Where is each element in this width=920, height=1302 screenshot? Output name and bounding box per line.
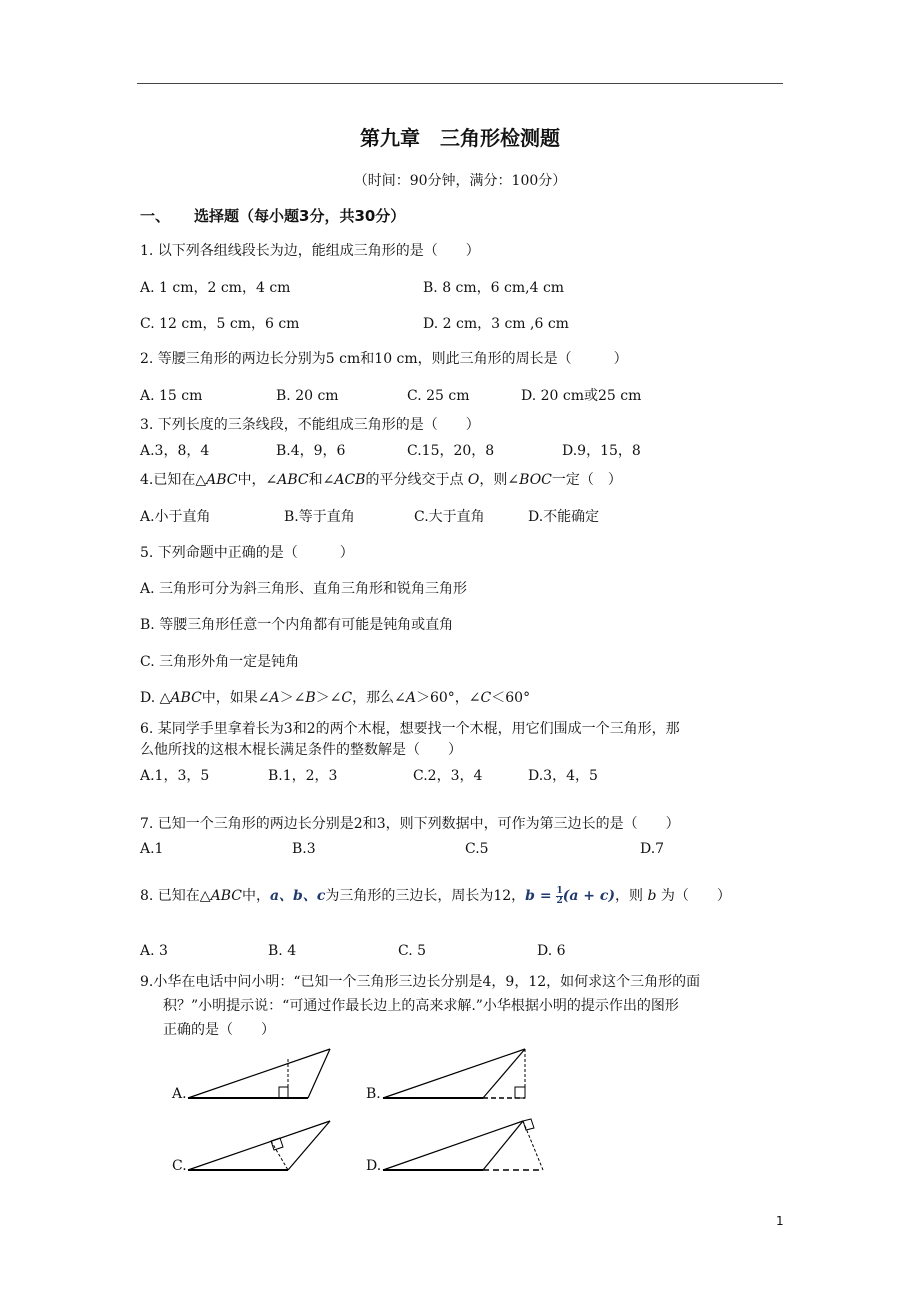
figure-a-triangle [180,1040,340,1106]
q5-option-c: C. 三角形外角一定是钝角 [140,654,300,670]
q2-stem: 2. 等腰三角形的两边长分别为5 cm和10 cm，则此三角形的周长是（ ） [140,351,628,367]
q7-option-c: C.5 [465,841,489,857]
q7-stem: 7. 已知一个三角形的两边长分别是2和3，则下列数据中，可作为第三边长的是（ ） [140,816,680,832]
q1-option-d: D. 2 cm，3 cm ,6 cm [423,316,569,332]
q9-stem-line1: 9.小华在电话中问小明：“已知一个三角形三边长分别是4，9，12，如何求这个三角形的面 [140,974,701,990]
q2-option-b: B. 20 cm [276,388,339,404]
q8-option-c: C. 5 [398,943,427,959]
figure-a-label: A. [172,1086,187,1102]
q6-option-c: C.2，3，4 [413,768,483,784]
q9-stem-line3: 正确的是（ ） [163,1022,275,1038]
q9-stem-line2: 积？”小明提示说：“可通过作最长边上的高来求解.”小华根据小明的提示作出的图形 [163,998,679,1014]
q5-stem: 5. 下列命题中正确的是（ ） [140,545,354,561]
q3-option-c: C.15，20，8 [407,443,495,459]
q4-option-a: A.小于直角 [140,509,211,525]
q2-option-c: C. 25 cm [407,388,470,404]
q1-option-b: B. 8 cm，6 cm,4 cm [423,280,565,296]
q5-option-b: B. 等腰三角形任意一个内角都有可能是钝角或直角 [140,617,454,633]
section-heading [140,205,405,226]
q8-stem: 8. 已知在△ABC中，a、b、c为三角形的三边长，周长为12，b = $\frac{1}{2}$ (a + c)，则 b 为（ ） [140,885,731,906]
figure-c-triangle [180,1113,340,1179]
q6-stem-line1: 6. 某同学手里拿着长为3和2的两个木棍，想要找一个木棍，用它们围成一个三角形，那 [140,721,680,737]
q8-option-d: D. 6 [537,943,566,959]
q2-option-d: D. 20 cm或25 cm [521,388,642,404]
q1-option-a: A. 1 cm，2 cm，4 cm [140,280,291,296]
q3-option-b: B.4，9，6 [276,443,346,459]
q6-option-d: D.3，4，5 [528,768,598,784]
q1-option-c: C. 12 cm，5 cm，6 cm [140,316,300,332]
q8-option-a: A. 3 [140,943,168,959]
header-rule [137,83,783,84]
page-number: 1 [776,1214,784,1228]
q2-option-a: A. 15 cm [140,388,203,404]
section-label: 选择题（每小题3分，共30分） [194,207,406,225]
q6-stem-line2: 么他所找的这根木棍长满足条件的整数解是（ ） [140,742,462,758]
q7-option-a: A.1 [140,841,164,857]
figure-c-label: C. [172,1158,187,1174]
figure-d-triangle [375,1113,550,1179]
q1-stem: 1. 以下列各组线段长为边，能组成三角形的是（ ） [140,243,480,259]
q3-option-a: A.3，8，4 [140,443,210,459]
figure-b-label: B. [366,1086,381,1102]
q8-option-b: B. 4 [268,943,297,959]
q8-variables: a、b、c [269,888,326,904]
q7-option-d: D.7 [640,841,665,857]
q4-option-c: C.大于直角 [414,509,485,525]
q3-stem: 3. 下列长度的三条线段，不能组成三角形的是（ ） [140,417,480,433]
figure-b-triangle [375,1040,535,1106]
q6-option-b: B.1，2，3 [268,768,338,784]
figure-d-label: D. [366,1158,382,1174]
section-number: 一、 [140,207,171,225]
q4-option-d: D.不能确定 [528,509,600,525]
q6-option-a: A.1，3，5 [140,768,210,784]
q5-option-a: A. 三角形可分为斜三角形、直角三角形和锐角三角形 [140,581,468,597]
q5-option-d: D. △ABC中，如果∠A＞∠B＞∠C，那么∠A＞60°，∠C＜60° [140,690,531,706]
page-title: 第九章 三角形检测题 [360,126,560,150]
page-subtitle: （时间：90分钟，满分：100分） [353,173,567,189]
q4-option-b: B.等于直角 [284,509,355,525]
q7-option-b: B.3 [292,841,316,857]
q8-formula: b = $\frac{1}{2}$ (a + c) [525,885,616,906]
q3-option-d: D.9，15，8 [562,443,641,459]
q4-stem: 4.已知在△ABC中，∠ABC和∠ACB的平分线交于点 O，则∠BOC一定（ ） [140,472,622,488]
